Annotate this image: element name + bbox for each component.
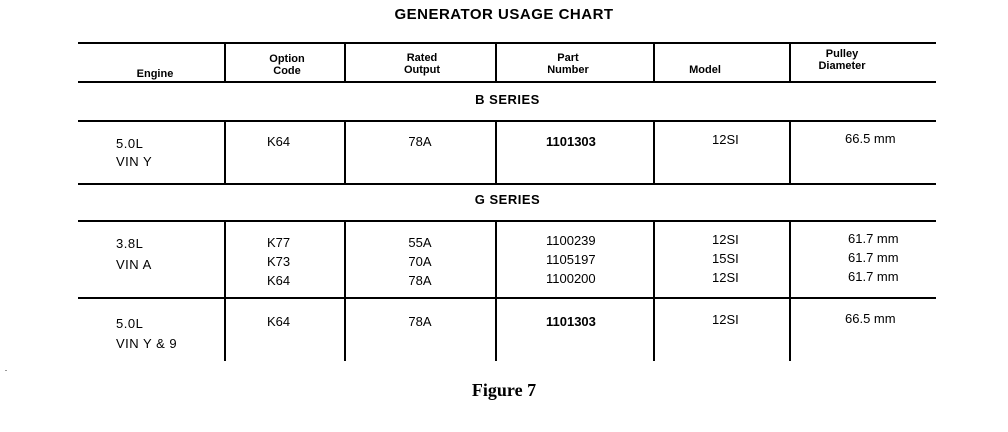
- header-part-number: Part Number: [547, 52, 589, 76]
- engine-cell: 5.0L: [116, 136, 144, 151]
- figure-caption: Figure 7: [471, 380, 537, 400]
- pulley-diameter-cell: 66.5 mm: [845, 131, 896, 146]
- column-divider: [653, 121, 655, 183]
- column-divider: [344, 221, 346, 298]
- option-code-cell: K77: [267, 235, 291, 250]
- column-divider: [344, 298, 346, 361]
- column-divider: [495, 221, 497, 298]
- header-model: Model: [689, 64, 721, 76]
- column-divider: [495, 298, 497, 361]
- part-number-cell: 1105197: [546, 252, 596, 267]
- header-engine: Engine: [136, 68, 174, 80]
- section-title-g-series: G SERIES: [474, 192, 541, 207]
- column-divider: [653, 221, 655, 298]
- engine-vin-cell: VIN A: [116, 257, 152, 272]
- row-divider: [78, 297, 936, 299]
- header-bottom-border: [78, 81, 936, 83]
- engine-vin-cell: VIN Y & 9: [116, 336, 178, 351]
- column-divider: [224, 221, 226, 298]
- model-cell: 12SI: [712, 132, 739, 147]
- option-code-cell: K64: [267, 314, 291, 329]
- model-cell: 15SI: [712, 251, 739, 266]
- part-number-cell: 1101303: [546, 134, 596, 149]
- header-divider-1: [224, 42, 226, 82]
- rated-output-cell: 55A: [408, 235, 432, 250]
- option-code-cell: K64: [267, 134, 291, 149]
- pulley-diameter-cell: 61.7 mm: [848, 250, 899, 265]
- column-divider: [495, 121, 497, 183]
- section-divider: [78, 220, 936, 222]
- header-divider-3: [495, 42, 497, 82]
- model-cell: 12SI: [712, 232, 739, 247]
- section-divider: [78, 183, 936, 185]
- column-divider: [789, 298, 791, 361]
- engine-cell: 5.0L: [116, 316, 144, 331]
- part-number-cell: 1101303: [546, 314, 596, 329]
- header-pulley-diameter: Pulley Diameter: [818, 48, 866, 72]
- section-divider: [78, 120, 936, 122]
- column-divider: [789, 121, 791, 183]
- scan-speck: [5, 370, 7, 371]
- rated-output-cell: 70A: [408, 254, 432, 269]
- header-divider-4: [653, 42, 655, 82]
- engine-vin-cell: VIN Y: [116, 154, 153, 169]
- column-divider: [653, 298, 655, 361]
- column-divider: [789, 221, 791, 298]
- header-rated-output: Rated Output: [403, 52, 441, 76]
- header-divider-2: [344, 42, 346, 82]
- pulley-diameter-cell: 61.7 mm: [848, 231, 899, 246]
- part-number-cell: 1100239: [546, 233, 596, 248]
- header-divider-5: [789, 42, 791, 82]
- header-option-code: Option Code: [269, 53, 305, 77]
- section-title-b-series: B SERIES: [475, 92, 540, 107]
- chart-title: GENERATOR USAGE CHART: [394, 6, 614, 23]
- column-divider: [224, 298, 226, 361]
- pulley-diameter-cell: 66.5 mm: [845, 311, 896, 326]
- rated-output-cell: 78A: [408, 273, 432, 288]
- engine-cell: 3.8L: [116, 236, 144, 251]
- part-number-cell: 1100200: [546, 271, 596, 286]
- table-top-border: [78, 42, 936, 44]
- column-divider: [344, 121, 346, 183]
- pulley-diameter-cell: 61.7 mm: [848, 269, 899, 284]
- rated-output-cell: 78A: [408, 314, 432, 329]
- option-code-cell: K73: [267, 254, 291, 269]
- model-cell: 12SI: [712, 312, 739, 327]
- column-divider: [224, 121, 226, 183]
- model-cell: 12SI: [712, 270, 739, 285]
- rated-output-cell: 78A: [408, 134, 432, 149]
- option-code-cell: K64: [267, 273, 291, 288]
